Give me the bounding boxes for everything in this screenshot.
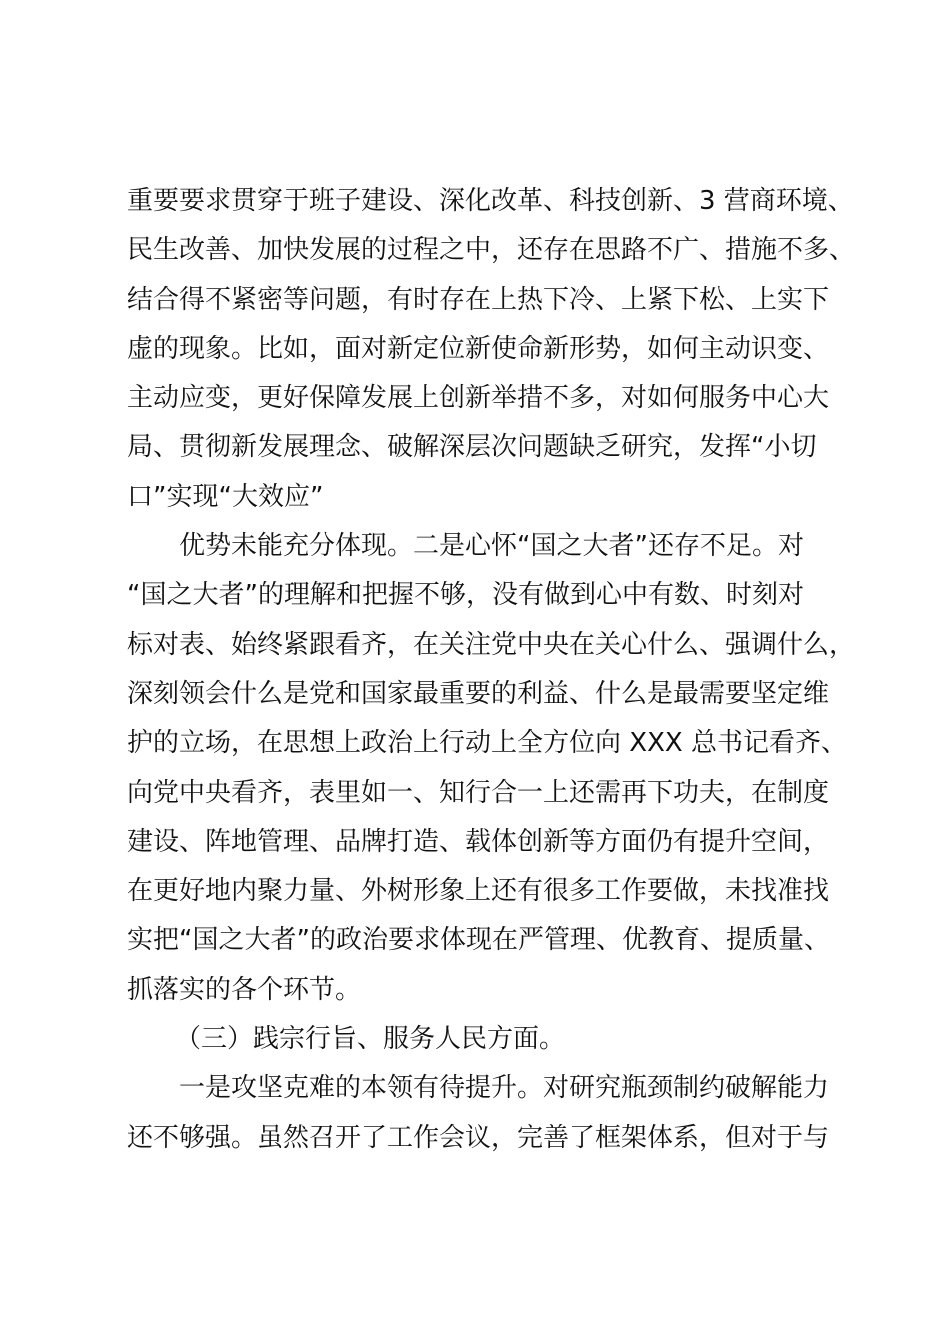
text-line: 向党中央看齐，表里如一、知行合一上还需再下功夫，在制度 [127,777,830,808]
paragraph-first-line: 一是攻坚克难的本领有待提升。对研究瓶颈制约破解能力 [179,1073,830,1104]
text-line: 建设、阵地管理、品牌打造、载体创新等方面仍有提升空间， [127,826,830,857]
text-line: 民生改善、加快发展的过程之中，还存在思路不广、措施不多、 [127,235,856,266]
text-line: “国之大者”的理解和把握不够，没有做到心中有数、时刻对 [127,580,804,611]
text-line: 主动应变，更好保障发展上创新举措不多，对如何服务中心大 [127,383,830,414]
text-line: 局、贯彻新发展理念、破解深层次问题缺乏研究，发挥“小切 [127,432,817,463]
paragraph-first-line: 优势未能充分体现。二是心怀“国之大者”还存不足。对 [179,531,804,562]
section-heading: （三）践宗行旨、服务人民方面。 [175,1024,566,1055]
text-line: 深刻领会什么是党和国家最重要的利益、什么是最需要坚定维 [127,678,830,709]
text-line: 抓落实的各个环节。 [127,974,362,1005]
text-line: 护的立场，在思想上政治上行动上全方位向 XXX 总书记看齐、 [127,728,847,759]
text-line: 实把“国之大者”的政治要求体现在严管理、优教育、提质量、 [127,925,830,956]
text-line: 在更好地内聚力量、外树形象上还有很多工作要做，未找准找 [127,876,830,907]
text-line: 重要要求贯穿于班子建设、深化改革、科技创新、3 营商环境、 [127,186,854,216]
text-line: 口”实现“大效应” [127,481,324,512]
text-line: 结合得不紧密等问题，有时存在上热下冷、上紧下松、上实下 [127,284,830,315]
text-line: 虚的现象。比如，面对新定位新使命新形势，如何主动识变、 [127,333,830,364]
text-line: 标对表、始终紧跟看齐，在关注党中央在关心什么、强调什么， [127,629,856,660]
text-line: 还不够强。虽然召开了工作会议，完善了框架体系，但对于与 [127,1122,830,1153]
document-body [127,177,856,1163]
